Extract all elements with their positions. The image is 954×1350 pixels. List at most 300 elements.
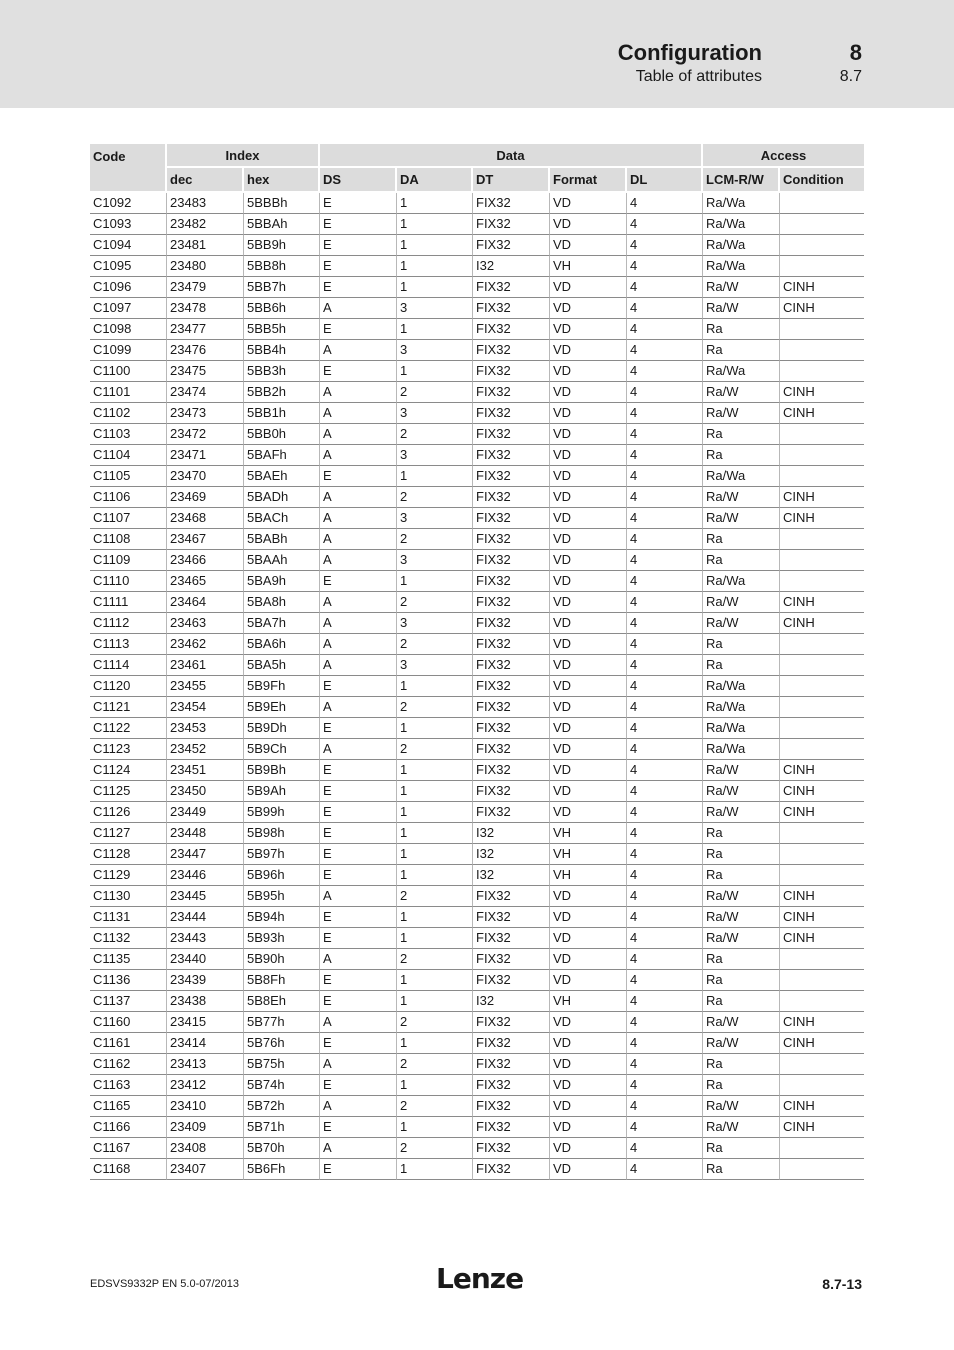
cell-lcm-rw: Ra — [703, 529, 780, 550]
cell-hex: 5BA8h — [244, 592, 320, 613]
cell-dec: 23415 — [167, 1012, 244, 1033]
column-header-lcm-rw: LCM-R/W — [703, 168, 780, 193]
cell-dec: 23476 — [167, 340, 244, 361]
cell-hex: 5B72h — [244, 1096, 320, 1117]
cell-dt: FIX32 — [473, 214, 550, 235]
column-header-da: DA — [397, 168, 473, 193]
cell-da: 1 — [397, 718, 473, 739]
cell-hex: 5BABh — [244, 529, 320, 550]
cell-dl: 4 — [627, 487, 703, 508]
cell-code: C1114 — [90, 655, 167, 676]
cell-dl: 4 — [627, 550, 703, 571]
cell-condition — [780, 1054, 864, 1075]
cell-da: 1 — [397, 466, 473, 487]
cell-lcm-rw: Ra/W — [703, 613, 780, 634]
table-row — [90, 403, 864, 424]
cell-format: VD — [550, 340, 627, 361]
cell-lcm-rw: Ra — [703, 550, 780, 571]
cell-code: C1092 — [90, 193, 167, 214]
cell-code: C1113 — [90, 634, 167, 655]
table-row — [90, 424, 864, 445]
cell-dl: 4 — [627, 319, 703, 340]
cell-format: VD — [550, 466, 627, 487]
cell-lcm-rw: Ra/Wa — [703, 466, 780, 487]
cell-code: C1165 — [90, 1096, 167, 1117]
cell-dec: 23407 — [167, 1159, 244, 1180]
cell-dt: FIX32 — [473, 613, 550, 634]
cell-dl: 4 — [627, 571, 703, 592]
cell-dt: FIX32 — [473, 445, 550, 466]
cell-format: VH — [550, 865, 627, 886]
cell-lcm-rw: Ra — [703, 970, 780, 991]
cell-lcm-rw: Ra — [703, 1075, 780, 1096]
cell-code: C1168 — [90, 1159, 167, 1180]
cell-hex: 5B9Bh — [244, 760, 320, 781]
cell-dl: 4 — [627, 865, 703, 886]
cell-da: 2 — [397, 382, 473, 403]
cell-condition: CINH — [780, 592, 864, 613]
cell-dl: 4 — [627, 256, 703, 277]
cell-dec: 23454 — [167, 697, 244, 718]
cell-dec: 23482 — [167, 214, 244, 235]
table-row — [90, 1159, 864, 1180]
cell-dt: FIX32 — [473, 403, 550, 424]
cell-da: 1 — [397, 781, 473, 802]
table-row — [90, 319, 864, 340]
cell-condition: CINH — [780, 802, 864, 823]
cell-condition: CINH — [780, 1117, 864, 1138]
section-title: Table of attributes — [635, 68, 762, 85]
cell-dec: 23478 — [167, 298, 244, 319]
cell-hex: 5B8Eh — [244, 991, 320, 1012]
table-row — [90, 928, 864, 949]
cell-format: VD — [550, 1138, 627, 1159]
cell-dt: FIX32 — [473, 1138, 550, 1159]
cell-condition — [780, 949, 864, 970]
cell-da: 1 — [397, 823, 473, 844]
cell-condition — [780, 550, 864, 571]
cell-dec: 23481 — [167, 235, 244, 256]
cell-lcm-rw: Ra/W — [703, 1096, 780, 1117]
cell-ds: A — [320, 1096, 397, 1117]
cell-lcm-rw: Ra — [703, 655, 780, 676]
cell-hex: 5BB7h — [244, 277, 320, 298]
cell-ds: E — [320, 214, 397, 235]
cell-dl: 4 — [627, 445, 703, 466]
cell-dl: 4 — [627, 823, 703, 844]
cell-condition: CINH — [780, 760, 864, 781]
cell-ds: A — [320, 1012, 397, 1033]
cell-code: C1162 — [90, 1054, 167, 1075]
cell-da: 2 — [397, 529, 473, 550]
cell-dt: FIX32 — [473, 655, 550, 676]
table-row — [90, 844, 864, 865]
table-row — [90, 361, 864, 382]
column-header-ds: DS — [320, 168, 397, 193]
cell-ds: E — [320, 235, 397, 256]
cell-code: C1123 — [90, 739, 167, 760]
cell-ds: E — [320, 277, 397, 298]
cell-condition — [780, 256, 864, 277]
cell-code: C1160 — [90, 1012, 167, 1033]
cell-ds: A — [320, 550, 397, 571]
cell-format: VD — [550, 739, 627, 760]
cell-format: VD — [550, 970, 627, 991]
cell-hex: 5B6Fh — [244, 1159, 320, 1180]
table-row — [90, 340, 864, 361]
cell-da: 1 — [397, 1117, 473, 1138]
cell-format: VD — [550, 235, 627, 256]
cell-condition — [780, 445, 864, 466]
cell-dec: 23469 — [167, 487, 244, 508]
cell-dt: FIX32 — [473, 298, 550, 319]
cell-code: C1110 — [90, 571, 167, 592]
cell-format: VD — [550, 886, 627, 907]
table-row — [90, 970, 864, 991]
table-row — [90, 781, 864, 802]
cell-dl: 4 — [627, 214, 703, 235]
cell-dec: 23439 — [167, 970, 244, 991]
cell-code: C1103 — [90, 424, 167, 445]
cell-format: VD — [550, 403, 627, 424]
cell-condition — [780, 529, 864, 550]
cell-dec: 23473 — [167, 403, 244, 424]
cell-condition: CINH — [780, 508, 864, 529]
cell-code: C1130 — [90, 886, 167, 907]
cell-ds: E — [320, 781, 397, 802]
table-row — [90, 592, 864, 613]
cell-ds: A — [320, 445, 397, 466]
cell-dl: 4 — [627, 193, 703, 214]
cell-dl: 4 — [627, 1012, 703, 1033]
cell-dl: 4 — [627, 781, 703, 802]
chapter-title: Configuration — [617, 40, 762, 65]
cell-code: C1125 — [90, 781, 167, 802]
lenze-logo: Lenze — [436, 1262, 524, 1295]
cell-da: 1 — [397, 571, 473, 592]
cell-dt: FIX32 — [473, 697, 550, 718]
cell-ds: A — [320, 592, 397, 613]
cell-da: 2 — [397, 634, 473, 655]
cell-dt: FIX32 — [473, 907, 550, 928]
cell-ds: A — [320, 949, 397, 970]
cell-code: C1161 — [90, 1033, 167, 1054]
cell-format: VD — [550, 571, 627, 592]
cell-da: 2 — [397, 949, 473, 970]
cell-format: VH — [550, 823, 627, 844]
cell-format: VD — [550, 1033, 627, 1054]
cell-dt: FIX32 — [473, 781, 550, 802]
cell-hex: 5B96h — [244, 865, 320, 886]
cell-ds: E — [320, 193, 397, 214]
cell-dec: 23444 — [167, 907, 244, 928]
cell-lcm-rw: Ra/W — [703, 508, 780, 529]
cell-ds: A — [320, 298, 397, 319]
cell-ds: E — [320, 970, 397, 991]
cell-condition — [780, 844, 864, 865]
cell-condition: CINH — [780, 613, 864, 634]
cell-dl: 4 — [627, 298, 703, 319]
cell-code: C1137 — [90, 991, 167, 1012]
cell-dt: FIX32 — [473, 361, 550, 382]
cell-dt: I32 — [473, 991, 550, 1012]
cell-dt: FIX32 — [473, 970, 550, 991]
table-row — [90, 907, 864, 928]
cell-lcm-rw: Ra/W — [703, 298, 780, 319]
cell-dl: 4 — [627, 739, 703, 760]
cell-format: VD — [550, 214, 627, 235]
cell-dl: 4 — [627, 403, 703, 424]
cell-lcm-rw: Ra/Wa — [703, 571, 780, 592]
cell-dt: FIX32 — [473, 1117, 550, 1138]
cell-lcm-rw: Ra — [703, 991, 780, 1012]
cell-lcm-rw: Ra — [703, 340, 780, 361]
table-row — [90, 445, 864, 466]
cell-dec: 23446 — [167, 865, 244, 886]
cell-condition — [780, 739, 864, 760]
cell-format: VD — [550, 424, 627, 445]
cell-format: VD — [550, 1075, 627, 1096]
cell-code: C1106 — [90, 487, 167, 508]
cell-format: VD — [550, 655, 627, 676]
cell-lcm-rw: Ra — [703, 319, 780, 340]
cell-hex: 5BB9h — [244, 235, 320, 256]
cell-dec: 23472 — [167, 424, 244, 445]
cell-dec: 23440 — [167, 949, 244, 970]
cell-ds: A — [320, 508, 397, 529]
table-row — [90, 571, 864, 592]
cell-hex: 5B9Ch — [244, 739, 320, 760]
cell-dec: 23438 — [167, 991, 244, 1012]
cell-code: C1128 — [90, 844, 167, 865]
cell-da: 1 — [397, 865, 473, 886]
cell-format: VD — [550, 529, 627, 550]
cell-dt: FIX32 — [473, 508, 550, 529]
cell-format: VD — [550, 361, 627, 382]
cell-hex: 5B98h — [244, 823, 320, 844]
cell-hex: 5BADh — [244, 487, 320, 508]
cell-lcm-rw: Ra/W — [703, 907, 780, 928]
cell-dec: 23410 — [167, 1096, 244, 1117]
cell-dl: 4 — [627, 613, 703, 634]
cell-da: 1 — [397, 277, 473, 298]
cell-lcm-rw: Ra — [703, 634, 780, 655]
cell-dec: 23466 — [167, 550, 244, 571]
table-row — [90, 718, 864, 739]
cell-format: VH — [550, 256, 627, 277]
attributes-table — [90, 144, 864, 1180]
cell-dl: 4 — [627, 592, 703, 613]
cell-hex: 5BB3h — [244, 361, 320, 382]
cell-condition — [780, 424, 864, 445]
cell-ds: A — [320, 487, 397, 508]
cell-condition: CINH — [780, 277, 864, 298]
table-row — [90, 466, 864, 487]
cell-ds: E — [320, 760, 397, 781]
cell-condition: CINH — [780, 907, 864, 928]
cell-dt: FIX32 — [473, 592, 550, 613]
cell-ds: E — [320, 1159, 397, 1180]
cell-dt: FIX32 — [473, 235, 550, 256]
cell-ds: E — [320, 718, 397, 739]
cell-format: VH — [550, 991, 627, 1012]
cell-condition: CINH — [780, 1033, 864, 1054]
cell-hex: 5BAEh — [244, 466, 320, 487]
cell-code: C1167 — [90, 1138, 167, 1159]
cell-dt: I32 — [473, 844, 550, 865]
cell-da: 1 — [397, 235, 473, 256]
cell-dec: 23474 — [167, 382, 244, 403]
cell-dt: FIX32 — [473, 1159, 550, 1180]
cell-dl: 4 — [627, 844, 703, 865]
cell-da: 2 — [397, 1096, 473, 1117]
column-header-hex: hex — [244, 168, 320, 193]
cell-format: VD — [550, 1054, 627, 1075]
cell-code: C1136 — [90, 970, 167, 991]
column-header-condition: Condition — [780, 168, 864, 193]
table-row — [90, 256, 864, 277]
cell-lcm-rw: Ra — [703, 1159, 780, 1180]
cell-dec: 23449 — [167, 802, 244, 823]
cell-dec: 23413 — [167, 1054, 244, 1075]
cell-code: C1107 — [90, 508, 167, 529]
cell-code: C1131 — [90, 907, 167, 928]
cell-da: 3 — [397, 445, 473, 466]
cell-dt: FIX32 — [473, 340, 550, 361]
table-row — [90, 214, 864, 235]
cell-dec: 23412 — [167, 1075, 244, 1096]
cell-dt: FIX32 — [473, 718, 550, 739]
cell-lcm-rw: Ra — [703, 1138, 780, 1159]
cell-dt: FIX32 — [473, 760, 550, 781]
table-row — [90, 760, 864, 781]
cell-dec: 23468 — [167, 508, 244, 529]
column-group-index: Index — [167, 144, 320, 168]
cell-dec: 23443 — [167, 928, 244, 949]
cell-dt: FIX32 — [473, 319, 550, 340]
column-group-data: Data — [320, 144, 703, 168]
cell-ds: A — [320, 739, 397, 760]
cell-dec: 23408 — [167, 1138, 244, 1159]
cell-code: C1124 — [90, 760, 167, 781]
chapter-number: 8 — [849, 40, 862, 65]
cell-dec: 23445 — [167, 886, 244, 907]
cell-condition — [780, 1075, 864, 1096]
cell-dt: FIX32 — [473, 739, 550, 760]
cell-condition: CINH — [780, 1012, 864, 1033]
cell-dl: 4 — [627, 235, 703, 256]
table-row — [90, 613, 864, 634]
cell-da: 1 — [397, 928, 473, 949]
cell-hex: 5B90h — [244, 949, 320, 970]
cell-lcm-rw: Ra — [703, 865, 780, 886]
cell-ds: A — [320, 1054, 397, 1075]
cell-condition — [780, 1138, 864, 1159]
cell-hex: 5BAAh — [244, 550, 320, 571]
cell-ds: A — [320, 886, 397, 907]
cell-dl: 4 — [627, 1054, 703, 1075]
cell-code: C1122 — [90, 718, 167, 739]
table-row — [90, 655, 864, 676]
cell-dec: 23471 — [167, 445, 244, 466]
cell-dl: 4 — [627, 991, 703, 1012]
cell-lcm-rw: Ra/Wa — [703, 256, 780, 277]
cell-code: C1104 — [90, 445, 167, 466]
cell-dl: 4 — [627, 676, 703, 697]
cell-lcm-rw: Ra — [703, 844, 780, 865]
cell-ds: E — [320, 466, 397, 487]
column-header-dt: DT — [473, 168, 550, 193]
cell-lcm-rw: Ra — [703, 445, 780, 466]
column-header-code: Code — [90, 144, 167, 193]
cell-dec: 23464 — [167, 592, 244, 613]
cell-ds: E — [320, 1117, 397, 1138]
cell-ds: A — [320, 634, 397, 655]
cell-dl: 4 — [627, 949, 703, 970]
cell-format: VD — [550, 1012, 627, 1033]
cell-da: 3 — [397, 508, 473, 529]
cell-hex: 5B9Dh — [244, 718, 320, 739]
cell-lcm-rw: Ra/W — [703, 1117, 780, 1138]
cell-lcm-rw: Ra/W — [703, 886, 780, 907]
cell-code: C1129 — [90, 865, 167, 886]
cell-ds: E — [320, 991, 397, 1012]
cell-dt: FIX32 — [473, 1033, 550, 1054]
cell-dec: 23451 — [167, 760, 244, 781]
cell-da: 3 — [397, 298, 473, 319]
cell-hex: 5BACh — [244, 508, 320, 529]
cell-condition — [780, 1159, 864, 1180]
cell-code: C1121 — [90, 697, 167, 718]
cell-hex: 5BBAh — [244, 214, 320, 235]
cell-condition: CINH — [780, 382, 864, 403]
cell-da: 3 — [397, 550, 473, 571]
cell-da: 2 — [397, 424, 473, 445]
cell-dec: 23414 — [167, 1033, 244, 1054]
table-row — [90, 235, 864, 256]
cell-dec: 23463 — [167, 613, 244, 634]
cell-condition — [780, 655, 864, 676]
cell-code: C1095 — [90, 256, 167, 277]
cell-dec: 23477 — [167, 319, 244, 340]
cell-condition — [780, 214, 864, 235]
cell-ds: E — [320, 823, 397, 844]
cell-ds: E — [320, 907, 397, 928]
cell-da: 2 — [397, 697, 473, 718]
cell-dt: FIX32 — [473, 1054, 550, 1075]
table-row — [90, 991, 864, 1012]
cell-hex: 5BA5h — [244, 655, 320, 676]
cell-dt: FIX32 — [473, 382, 550, 403]
cell-dt: FIX32 — [473, 277, 550, 298]
cell-lcm-rw: Ra/W — [703, 592, 780, 613]
cell-hex: 5BA6h — [244, 634, 320, 655]
table-row — [90, 676, 864, 697]
table-row — [90, 550, 864, 571]
cell-ds: A — [320, 340, 397, 361]
cell-condition — [780, 697, 864, 718]
cell-dl: 4 — [627, 1159, 703, 1180]
cell-lcm-rw: Ra/W — [703, 928, 780, 949]
cell-lcm-rw: Ra/W — [703, 760, 780, 781]
cell-dl: 4 — [627, 277, 703, 298]
cell-da: 2 — [397, 886, 473, 907]
cell-ds: E — [320, 928, 397, 949]
cell-format: VD — [550, 298, 627, 319]
cell-da: 1 — [397, 760, 473, 781]
cell-dt: FIX32 — [473, 634, 550, 655]
cell-code: C1098 — [90, 319, 167, 340]
